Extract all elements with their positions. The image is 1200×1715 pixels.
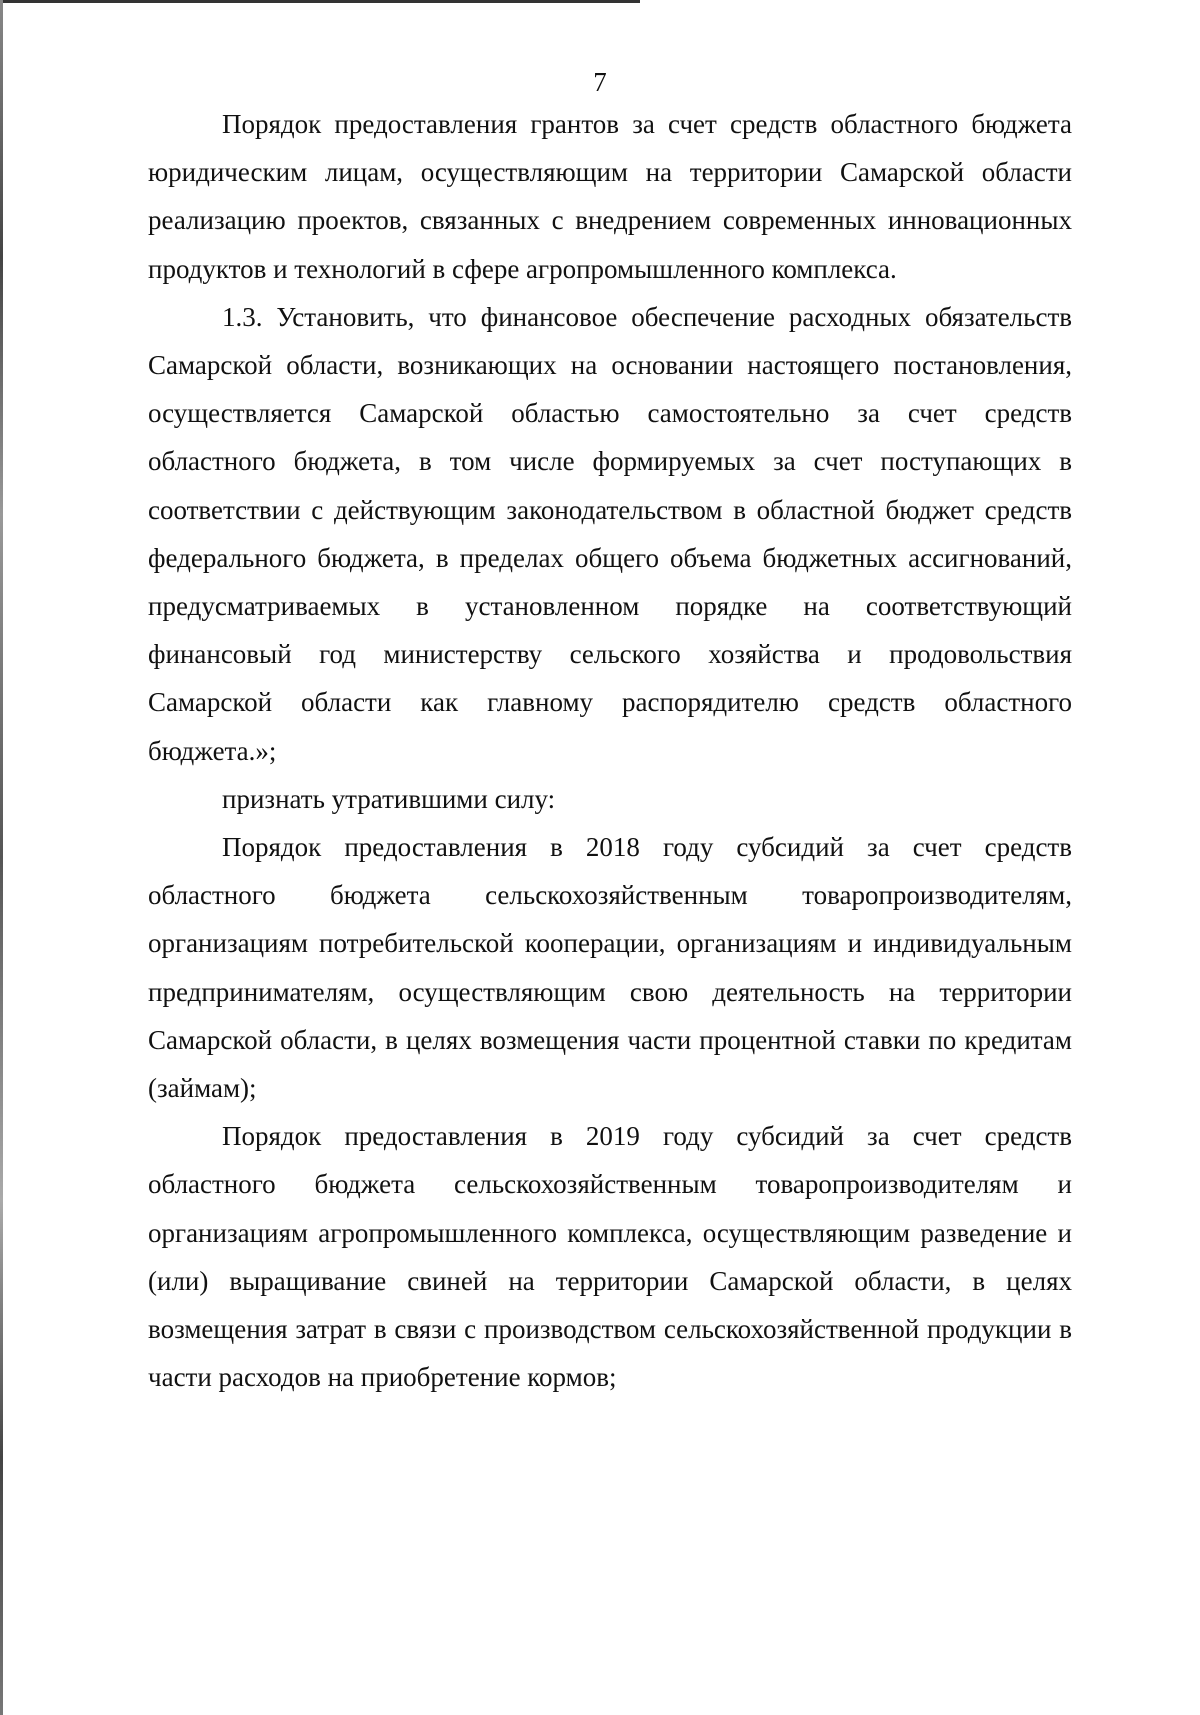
paragraph-repeal-intro: признать утратившими силу: — [222, 783, 556, 814]
scan-top-line — [0, 0, 640, 3]
page-body — [148, 100, 1072, 1401]
paragraph-1-3-financing: 1.3. Установить, что финансовое обеспечение расходных обязательств Самарской области, возникающих на основании настоящего постановления, осуществляется Самарской областью самостоятельно за счет средств областного бюджета, в том числе формируемых за счет поступающих в соответствии с действующим законодательством в областной бюджет средств федерального бюджета, в пределах общего объема бюджетных ассигнований, предусматриваемых в установленном порядке на соответствующий финансовый год министерству сельского хозяйства и продовольствия Самарской области как главному распорядителю средств областного бюджета.»; — [148, 301, 1072, 766]
paragraph-2018-subsidy: Порядок предоставления в 2018 году субсидий за счет средств областного бюджета сельскохозяйственным товаропроизводителям, организациям потребительской кооперации, организациям и индивидуальным предпринимателям, осуществляющим свою деятельность на территории Самарской области, в целях возмещения части процентной ставки по кредитам (займам); — [148, 832, 1072, 1104]
paragraph-2019-subsidy: Порядок предоставления в 2019 году субсидий за счет средств областного бюджета сельскохозяйственным товаропроизводителям и организациям агропромышленного комплекса, осуществляющим разведение и (или) выращивание свиней на территории Самарской области, в целях возмещения затрат в связи с производством сельскохозяйственной продукции в части расходов на приобретение кормов; — [148, 1121, 1072, 1393]
page-number: 7 — [593, 67, 607, 97]
paragraph-grant-procedure: Порядок предоставления грантов за счет средств областного бюджета юридическим лицам, осуществляющим на территории Самарской области реализацию проектов, связанных с внедрением современных инновационных продуктов и технологий в сфере агропромышленного комплекса. — [148, 109, 1072, 284]
scan-left-edge — [0, 0, 3, 1715]
